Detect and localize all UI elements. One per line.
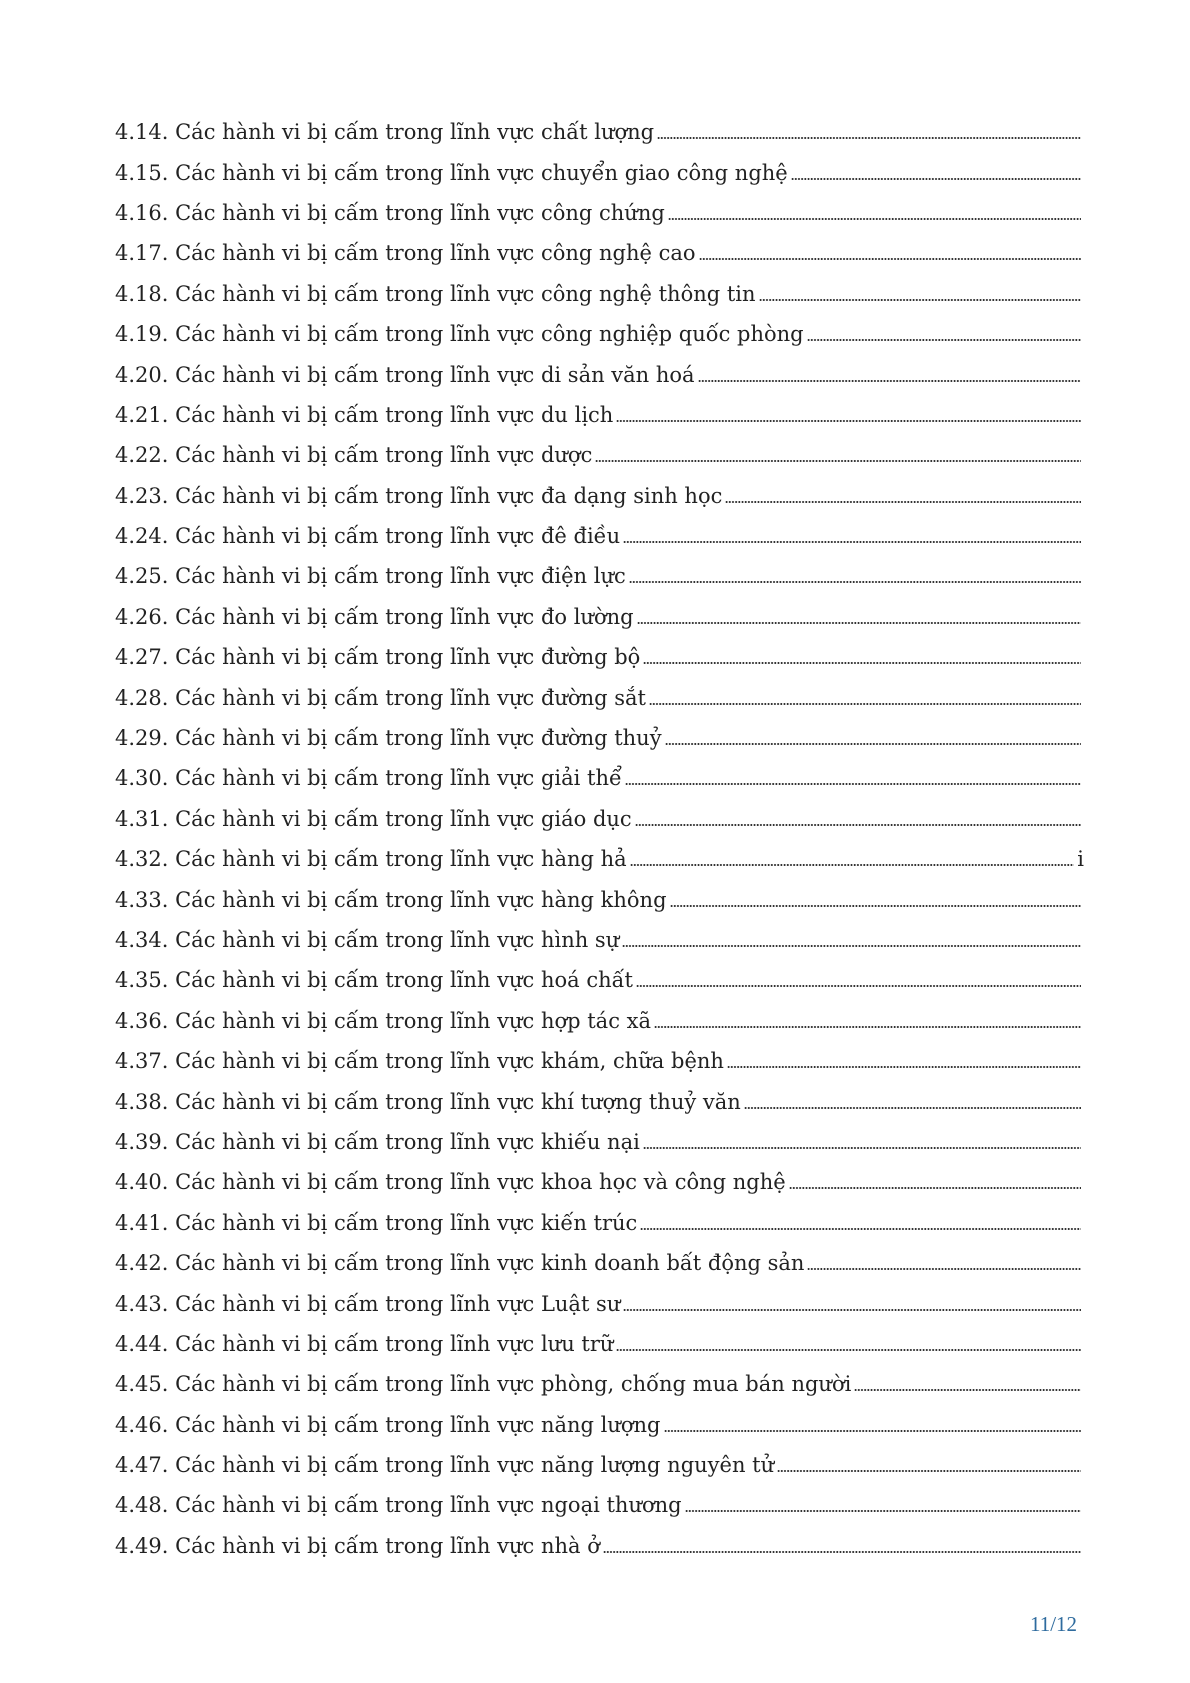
- toc-entry[interactable]: [115, 112, 1084, 152]
- toc-dot-leader: [665, 743, 1081, 745]
- toc-dot-leader: [616, 420, 1081, 422]
- toc-entry-title: 4.44. Các hành vi bị cấm trong lĩnh vực lưu trữ: [115, 1331, 614, 1356]
- toc-entry-title: 4.19. Các hành vi bị cấm trong lĩnh vực công nghiệp quốc phòng: [115, 322, 804, 347]
- toc-entry[interactable]: [115, 516, 1084, 556]
- toc-entry-title: 4.32. Các hành vi bị cấm trong lĩnh vực hàng hả: [115, 847, 627, 872]
- toc-entry[interactable]: [115, 1001, 1084, 1041]
- toc-entry-title: 4.35. Các hành vi bị cấm trong lĩnh vực hoá chất: [115, 968, 633, 993]
- toc-entry[interactable]: [115, 476, 1084, 516]
- toc-dot-leader: [623, 541, 1081, 543]
- toc-dot-leader: [789, 1187, 1081, 1189]
- toc-entry-title: 4.42. Các hành vi bị cấm trong lĩnh vực kinh doanh bất động sản: [115, 1251, 805, 1276]
- toc-entry[interactable]: [115, 1405, 1084, 1445]
- toc-entry[interactable]: [115, 354, 1084, 394]
- toc-entry-title: 4.25. Các hành vi bị cấm trong lĩnh vực điện lực: [115, 564, 626, 589]
- toc-entry-title: 4.38. Các hành vi bị cấm trong lĩnh vực khí tượng thuỷ văn: [115, 1089, 741, 1114]
- toc-entry-title: 4.33. Các hành vi bị cấm trong lĩnh vực hàng không: [115, 887, 667, 912]
- toc-dot-leader: [635, 824, 1081, 826]
- toc-dot-leader: [654, 1026, 1081, 1028]
- toc-entry-title: 4.30. Các hành vi bị cấm trong lĩnh vực giải thể: [115, 766, 622, 791]
- toc-entry[interactable]: [115, 1283, 1084, 1323]
- toc-entry[interactable]: [115, 1041, 1084, 1081]
- toc-entry-title: 4.24. Các hành vi bị cấm trong lĩnh vực đê điều: [115, 524, 621, 549]
- toc-dot-leader: [595, 460, 1081, 462]
- toc-entry-title: 4.15. Các hành vi bị cấm trong lĩnh vực chuyển giao công nghệ: [115, 160, 788, 185]
- toc-entry-title: 4.17. Các hành vi bị cấm trong lĩnh vực công nghệ cao: [115, 241, 696, 266]
- toc-entry[interactable]: [115, 920, 1084, 960]
- toc-entry[interactable]: [115, 1445, 1084, 1485]
- toc-entry[interactable]: [115, 1324, 1084, 1364]
- toc-entry[interactable]: [115, 1364, 1084, 1404]
- toc-entry-title: 4.49. Các hành vi bị cấm trong lĩnh vực nhà ở: [115, 1533, 600, 1558]
- toc-entry-title: 4.41. Các hành vi bị cấm trong lĩnh vực kiến trúc: [115, 1210, 638, 1235]
- toc-entry[interactable]: [115, 395, 1084, 435]
- table-of-contents: [115, 112, 1084, 1566]
- toc-dot-leader: [854, 1389, 1081, 1391]
- toc-entry-page: i: [1077, 847, 1084, 872]
- toc-entry[interactable]: [115, 637, 1084, 677]
- toc-entry-title: 4.39. Các hành vi bị cấm trong lĩnh vực khiếu nại: [115, 1129, 640, 1154]
- toc-entry[interactable]: [115, 799, 1084, 839]
- toc-dot-leader: [643, 662, 1081, 664]
- toc-entry-title: 4.43. Các hành vi bị cấm trong lĩnh vực Luật sư: [115, 1291, 621, 1316]
- toc-dot-leader: [664, 1430, 1082, 1432]
- toc-entry[interactable]: [115, 1485, 1084, 1525]
- toc-dot-leader: [623, 1309, 1081, 1311]
- toc-entry[interactable]: [115, 1526, 1084, 1566]
- toc-entry[interactable]: [115, 152, 1084, 192]
- toc-dot-leader: [725, 501, 1081, 503]
- toc-entry-title: 4.48. Các hành vi bị cấm trong lĩnh vực ngoại thương: [115, 1493, 682, 1518]
- toc-entry-title: 4.40. Các hành vi bị cấm trong lĩnh vực khoa học và công nghệ: [115, 1170, 786, 1195]
- toc-dot-leader: [649, 703, 1081, 705]
- toc-entry[interactable]: [115, 314, 1084, 354]
- toc-entry-title: 4.23. Các hành vi bị cấm trong lĩnh vực đa dạng sinh học: [115, 483, 723, 508]
- toc-entry-title: 4.18. Các hành vi bị cấm trong lĩnh vực công nghệ thông tin: [115, 281, 756, 306]
- toc-entry-title: 4.29. Các hành vi bị cấm trong lĩnh vực đường thuỷ: [115, 726, 662, 751]
- toc-entry-title: 4.45. Các hành vi bị cấm trong lĩnh vực phòng, chống mua bán người: [115, 1372, 852, 1397]
- toc-dot-leader: [637, 622, 1081, 624]
- toc-dot-leader: [668, 218, 1081, 220]
- toc-entry-title: 4.22. Các hành vi bị cấm trong lĩnh vực dược: [115, 443, 593, 468]
- toc-entry[interactable]: [115, 233, 1084, 273]
- toc-dot-leader: [625, 783, 1081, 785]
- toc-entry[interactable]: [115, 274, 1084, 314]
- toc-dot-leader: [603, 1551, 1081, 1553]
- page-number: 11/12: [1030, 1612, 1078, 1636]
- toc-entry-title: 4.27. Các hành vi bị cấm trong lĩnh vực đường bộ: [115, 645, 641, 670]
- toc-dot-leader: [727, 1066, 1081, 1068]
- toc-dot-leader: [670, 905, 1081, 907]
- toc-entry-title: 4.26. Các hành vi bị cấm trong lĩnh vực đo lường: [115, 604, 634, 629]
- toc-entry[interactable]: [115, 1081, 1084, 1121]
- toc-entry-title: 4.20. Các hành vi bị cấm trong lĩnh vực di sản văn hoá: [115, 362, 695, 387]
- toc-entry[interactable]: [115, 1122, 1084, 1162]
- toc-entry[interactable]: [115, 1162, 1084, 1202]
- toc-dot-leader: [699, 258, 1081, 260]
- toc-entry-title: 4.47. Các hành vi bị cấm trong lĩnh vực năng lượng nguyên tử: [115, 1453, 775, 1478]
- toc-entry-title: 4.28. Các hành vi bị cấm trong lĩnh vực đường sắt: [115, 685, 646, 710]
- toc-entry[interactable]: [115, 960, 1084, 1000]
- toc-dot-leader: [657, 137, 1081, 139]
- toc-entry[interactable]: [115, 597, 1084, 637]
- toc-dot-leader: [629, 581, 1081, 583]
- toc-entry-title: 4.16. Các hành vi bị cấm trong lĩnh vực công chứng: [115, 200, 665, 225]
- toc-dot-leader: [630, 864, 1075, 866]
- toc-dot-leader: [636, 985, 1081, 987]
- toc-dot-leader: [807, 339, 1081, 341]
- toc-entry[interactable]: [115, 879, 1084, 919]
- toc-entry-title: 4.34. Các hành vi bị cấm trong lĩnh vực hình sự: [115, 928, 620, 952]
- toc-entry[interactable]: [115, 1243, 1084, 1283]
- toc-entry-title: 4.21. Các hành vi bị cấm trong lĩnh vực du lịch: [115, 402, 614, 427]
- toc-entry[interactable]: [115, 758, 1084, 798]
- toc-dot-leader: [643, 1147, 1081, 1149]
- toc-entry[interactable]: [115, 193, 1084, 233]
- toc-dot-leader: [791, 178, 1081, 180]
- toc-entry-title: 4.46. Các hành vi bị cấm trong lĩnh vực năng lượng: [115, 1412, 661, 1437]
- toc-dot-leader: [744, 1107, 1081, 1109]
- toc-entry[interactable]: [115, 718, 1084, 758]
- toc-entry[interactable]: [115, 839, 1084, 879]
- toc-entry[interactable]: [115, 1203, 1084, 1243]
- toc-entry-title: 4.31. Các hành vi bị cấm trong lĩnh vực giáo dục: [115, 806, 632, 831]
- toc-dot-leader: [622, 945, 1081, 947]
- toc-dot-leader: [616, 1349, 1081, 1351]
- toc-entry[interactable]: [115, 556, 1084, 596]
- toc-dot-leader: [640, 1228, 1081, 1230]
- toc-dot-leader: [698, 380, 1081, 382]
- toc-dot-leader: [777, 1470, 1081, 1472]
- toc-entry[interactable]: [115, 677, 1084, 717]
- toc-entry-title: 4.14. Các hành vi bị cấm trong lĩnh vực chất lượng: [115, 120, 655, 145]
- toc-entry-title: 4.36. Các hành vi bị cấm trong lĩnh vực hợp tác xã: [115, 1008, 652, 1033]
- toc-entry[interactable]: [115, 435, 1084, 475]
- toc-dot-leader: [685, 1510, 1081, 1512]
- toc-dot-leader: [759, 299, 1081, 301]
- toc-entry-title: 4.37. Các hành vi bị cấm trong lĩnh vực khám, chữa bệnh: [115, 1049, 724, 1074]
- toc-dot-leader: [807, 1268, 1081, 1270]
